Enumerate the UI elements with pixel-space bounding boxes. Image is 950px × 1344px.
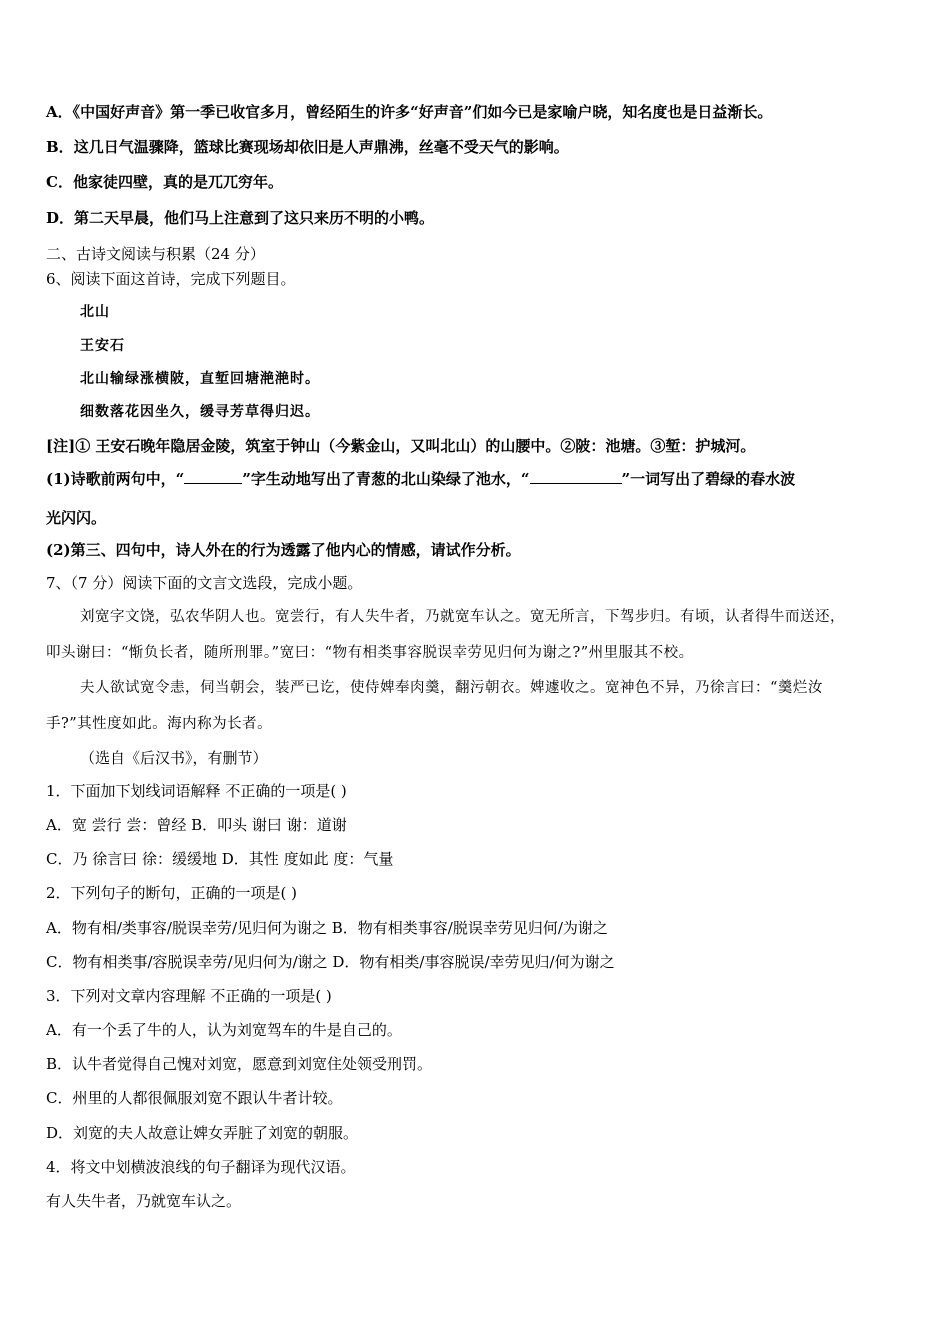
- q5-option-d-label: D．: [46, 209, 75, 227]
- poem-note: [注]① 王安石晚年隐居金陵，筑室于钟山（今紫金山，又叫北山）的山腰中。②陂：池塘。③堑：护城河。: [46, 437, 756, 455]
- q7-sub3: 3．下列对文章内容理解 不正确的一项是( ): [46, 987, 332, 1005]
- q6-sub1-part-b: ”字生动地写出了青葱的北山染绿了池水，“: [242, 470, 530, 488]
- q7-sub3-option-a: A．有一个丢了牛的人，认为刘宽驾车的牛是自己的。: [46, 1021, 402, 1039]
- q5-option-c: [46, 172, 283, 192]
- q5-option-b-text: 这几日气温骤降，篮球比赛现场却依旧是人声鼎沸，丝毫不受天气的影响。: [73, 138, 569, 156]
- q5-option-a-label: A．: [46, 103, 73, 121]
- q7-sub2-options-cd: C．物有相类事/容脱误幸劳/见归何为/谢之 D．物有相类/事容脱误/幸劳见归/何为谢之: [46, 953, 615, 971]
- q7-sub1: 1．下面加下划线词语解释 不正确的一项是( ): [46, 782, 347, 800]
- q6-sub1: [46, 469, 795, 489]
- q7-sub1-options-cd: C．乃 徐言曰 徐：缓缓地 D．其性 度如此 度：气量: [46, 850, 394, 868]
- q6-sub2: (2)第三、四句中，诗人外在的行为透露了他内心的情感，请试作分析。: [46, 541, 521, 559]
- q5-option-c-label: C．: [46, 173, 73, 191]
- q5-option-d: [46, 208, 434, 228]
- q6-prompt: 6、阅读下面这首诗，完成下列题目。: [46, 270, 296, 288]
- q7-sub4-sentence: 有人失牛者，乃就宽车认之。: [46, 1192, 242, 1210]
- q5-option-b: [46, 137, 569, 157]
- q5-option-a-text: 《中国好声音》第一季已收官多月，曾经陌生的许多“好声音”们如今已是家喻户晓，知名度也是日益渐长。: [72, 103, 773, 121]
- poem-author: 王安石: [80, 338, 125, 354]
- poem-title: 北山: [80, 304, 110, 320]
- q6-sub1-continuation: 光闪闪。: [46, 509, 107, 527]
- q6-sub1-part-a: (1)诗歌前两句中，“: [46, 470, 185, 488]
- section-title: 二、古诗文阅读与积累（24 分）: [46, 245, 265, 263]
- classical-text-para2-line1: 夫人欲试宽令恚，伺当朝会，装严已讫，使侍婢奉肉羹，翻污朝衣。婢遽收之。宽神色不异，乃徐言曰：“羹烂汝: [80, 680, 823, 696]
- q5-option-a: [46, 102, 772, 122]
- q6-sub1-part-c: ”一词写出了碧绿的春水波: [621, 470, 796, 488]
- poem-line-1: 北山输绿涨横陂，直堑回塘滟滟时。: [80, 371, 320, 387]
- q7-sub2-options-ab: A．物有相/类事容/脱误幸劳/见归何为谢之 B．物有相类事容/脱误幸劳见归何/为谢之: [46, 919, 608, 937]
- blank-1[interactable]: [184, 469, 242, 484]
- classical-text-para2-line2: 手?”其性度如此。海内称为长者。: [46, 716, 273, 732]
- poem-line-2: 细数落花因坐久，缓寻芳草得归迟。: [80, 404, 320, 420]
- q7-prompt: 7、（7 分）阅读下面的文言文选段，完成小题。: [46, 574, 363, 592]
- text-source: （选自《后汉书》，有删节）: [80, 749, 268, 767]
- q7-sub2: 2．下列句子的断句，正确的一项是( ): [46, 884, 298, 902]
- q7-sub4: 4．将文中划横波浪线的句子翻译为现代汉语。: [46, 1158, 356, 1176]
- blank-2[interactable]: [530, 469, 622, 484]
- classical-text-para1-line2: 叩头谢曰：“惭负长者，随所刑罪。”宽曰：“物有相类事容脱误幸劳见归何为谢之?”州里服其不校。: [46, 645, 694, 661]
- classical-text-para1-line1: 刘宽字文饶，弘农华阴人也。宽尝行，有人失牛者，乃就宽车认之。宽无所言，下驾步归。有顷，认者得牛而送还，: [80, 609, 845, 625]
- q5-option-d-text: 第二天早晨，他们马上注意到了这只来历不明的小鸭。: [74, 209, 435, 227]
- q7-sub3-option-b: B．认牛者觉得自己愧对刘宽，愿意到刘宽住处领受刑罚。: [46, 1055, 433, 1073]
- q5-option-b-label: B．: [46, 138, 74, 156]
- q7-sub3-option-c: C．州里的人都很佩服刘宽不跟认牛者计较。: [46, 1089, 343, 1107]
- q5-option-c-text: 他家徒四壁，真的是兀兀穷年。: [72, 173, 283, 191]
- q7-sub1-options-ab: A．宽 尝行 尝：曾经 B．叩头 谢曰 谢：道谢: [46, 816, 347, 834]
- q7-sub3-option-d: D．刘宽的夫人故意让婢女弄脏了刘宽的朝服。: [46, 1124, 359, 1142]
